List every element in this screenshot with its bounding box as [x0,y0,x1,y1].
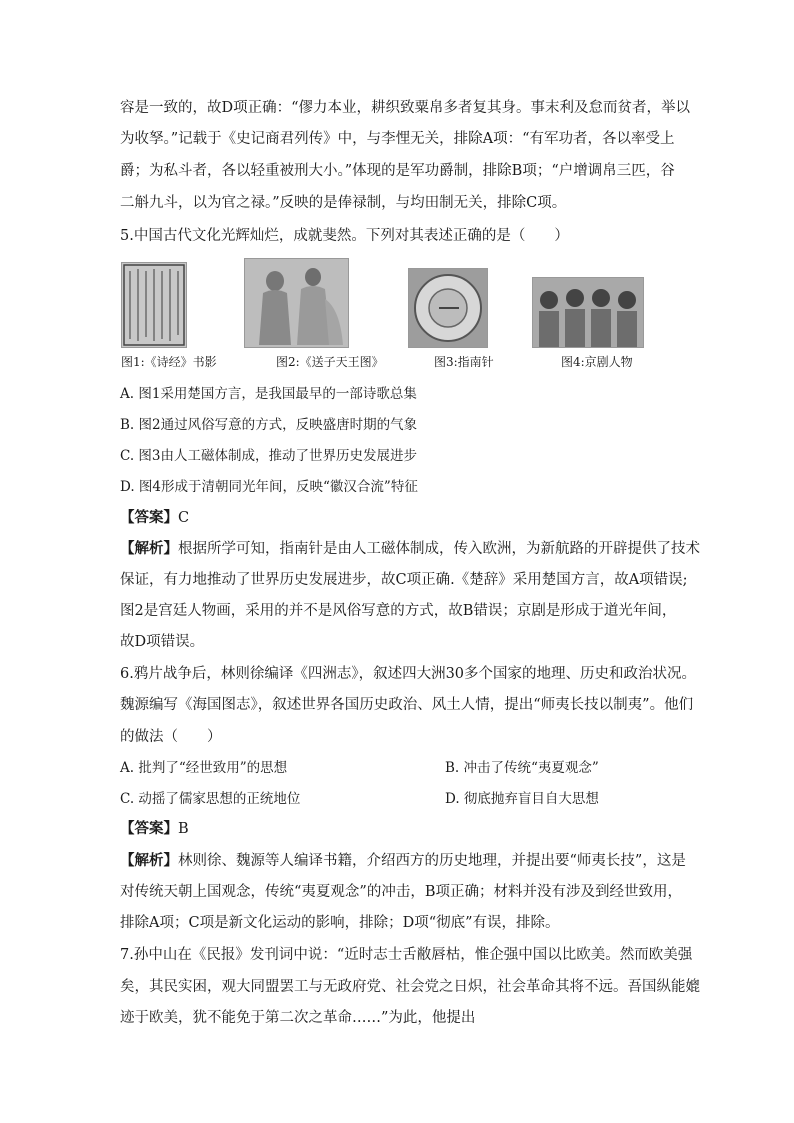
answer-tag: 【答案】 [120,509,178,526]
q7-stem-line: 矣，其民实困，观大同盟罢工与无政府党、社会党之日炽，社会革命其将不远。吾国纵能媲 [120,979,700,995]
analysis-text: 林则徐、魏源等人编译书籍，介绍西方的历史地理，并提出要“师夷长技”，这是 [178,853,686,869]
figure-compass-image [408,268,488,348]
q5-stem: 5.中国古代文化光辉灿烂，成就斐然。下列对其表述正确的是（ ） [120,228,569,244]
q7-stem-line: 迹于欧美，犹不能免于第二次之革命……”为此，他提出 [120,1010,476,1026]
q6-stem-line: 的做法（ ） [120,729,222,745]
q5-analysis-line: 图2是宫廷人物画，采用的并不是风俗写意的方式，故B错误；京剧是形成于道光年间， [120,603,677,619]
q6-answer [120,819,189,839]
figure-songzi-painting-image [244,258,349,348]
q7-stem-line: 7.孙中山在《民报》发刊词中说：“近时志士舌敝唇枯，惟企强中国以比欧美。然而欧美强 [120,947,693,963]
q6-option-c: C. 动摇了儒家思想的正统地位 [120,791,301,807]
analysis-text: 根据所学可知，指南针是由人工磁体制成，传入欧洲，为新航路的开辟提供了技术 [178,541,700,557]
compass-illustration [409,269,487,347]
analysis-tag: 【解析】 [120,852,178,869]
q6-stem-line: 6.鸦片战争后，林则徐编译《四洲志》，叙述四大洲30多个国家的地理、历史和政治状况。 [120,666,697,682]
q5-option-a: A. 图1采用楚国方言，是我国最早的一部诗歌总集 [120,386,417,402]
q4-analysis-line: 容是一致的，故D项正确：“僇力本业，耕织致粟帛多者复其身。事末利及怠而贫者，举以 [120,100,691,116]
q5-option-c: C. 图3由人工磁体制成，推动了世界历史发展进步 [120,448,418,464]
q5-answer [120,508,189,528]
opera-figures-illustration [533,278,643,347]
figure-3-caption: 图3:指南针 [434,355,494,369]
q6-analysis-line: 对传统天朝上国观念，传统“夷夏观念”的冲击，B项正确；材料并没有涉及到经世致用， [120,884,682,900]
answer-value: B [178,821,189,837]
q6-analysis-line [120,851,686,871]
q6-option-d: D. 彻底抛弃盲目自大思想 [445,791,599,807]
q5-option-b: B. 图2通过风俗写意的方式，反映盛唐时期的气象 [120,417,418,433]
q5-analysis-line [120,539,700,559]
q6-option-b: B. 冲击了传统“夷夏观念” [445,760,599,776]
q4-analysis-line: 二斛九斗，以为官之禄。”反映的是俸禄制，与均田制无关，排除C项。 [120,195,567,211]
figure-1-caption: 图1:《诗经》书影 [121,355,217,369]
q6-option-a: A. 批判了“经世致用”的思想 [120,760,288,776]
answer-value: C [178,510,190,526]
q5-analysis-line: 保证，有力地推动了世界历史发展进步，故C项正确.《楚辞》采用楚国方言，故A项错误; [120,572,688,588]
figure-4-caption: 图4:京剧人物 [561,355,633,369]
q6-stem-line: 魏源编写《海国图志》，叙述世界各国历史政治、风土人情，提出“师夷长技以制夷”。他们 [120,697,694,713]
q6-analysis-line: 排除A项；C项是新文化运动的影响，排除；D项“彻底”有误，排除。 [120,915,560,931]
q4-analysis-line: 爵；为私斗者，各以轻重被刑大小。”体现的是军功爵制，排除B项；“户增调帛三匹，谷 [120,163,675,179]
figure-2-caption: 图2:《送子天王图》 [276,355,384,369]
book-page-illustration [122,263,186,347]
q5-option-d: D. 图4形成于清朝同光年间，反映“徽汉合流”特征 [120,479,418,495]
figure-shijing-book-image [121,262,187,348]
answer-tag: 【答案】 [120,820,178,837]
analysis-tag: 【解析】 [120,540,178,557]
q4-analysis-line: 为收孥。”记载于《史记商君列传》中，与李悝无关，排除A项：“有军功者，各以率受上 [120,131,675,147]
figure-peking-opera-image [532,277,644,348]
painting-illustration [245,259,348,347]
q5-analysis-line: 故D项错误。 [120,634,205,650]
